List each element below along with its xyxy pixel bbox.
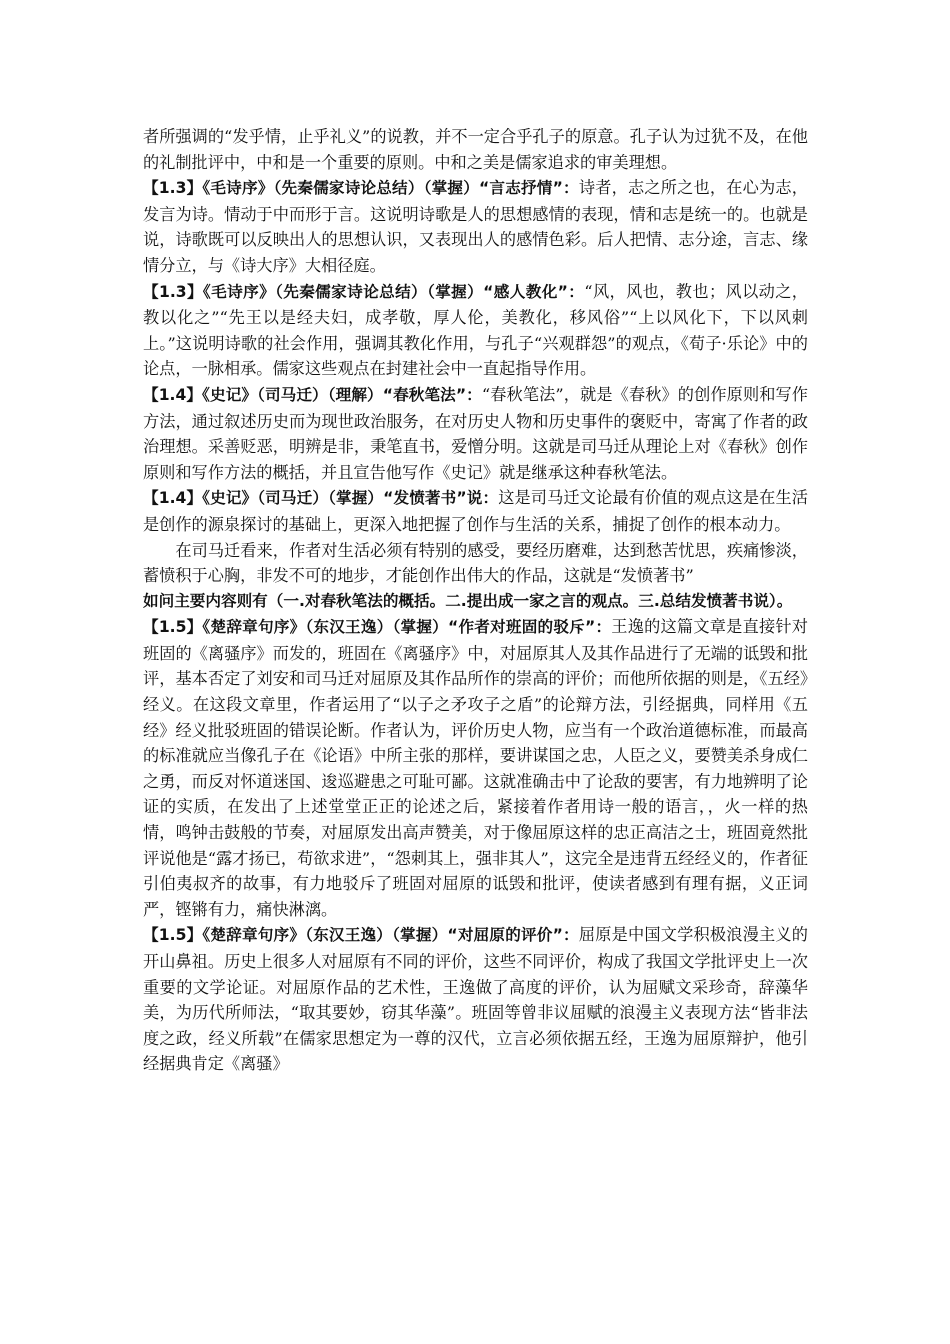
paragraph-text: “春秋笔法”，就是《春秋》的创作原则和写作方法，通过叙述历史而为现世政治服务，在对历史人物和历史事件的褒贬中，寄寓了作者的政治理想。采善贬恶，明辨是非，秉笔直书，爱憎分明。这就是司马迁从理论上对《春秋》创作原则和写作方法的概括，并且宣告他写作《史记》就是继承这种春秋笔法。 — [143, 384, 808, 482]
section-heading: 【1.5】《楚辞章句序》（东汉王逸）（掌握）“作者对班固的驳斥”： — [143, 618, 612, 637]
paragraph-mao-shixu-jiaohua — [143, 279, 808, 382]
section-heading: 【1.5】《楚辞章句序》（东汉王逸）（掌握）“对屈原的评价”： — [143, 926, 579, 945]
paragraph-text: 诗者，志之所之也，在心为志，发言为诗。情动于中而形于言。这说明诗歌是人的思想感情的表现，情和志是统一的。也就是说，诗歌既可以反映出人的思想认识，又表现出人的感情色彩。后人把情、志分途，言志、缘情分立，与《诗大序》大相径庭。 — [143, 178, 808, 275]
paragraph-1 — [143, 124, 808, 175]
paragraph-text: 者所强调的“发乎情，止乎礼义”的说教，并不一定合乎孔子的原意。孔子认为过犹不及，在他的礼制批评中，中和是一个重要的原则。中和之美是儒家追求的审美理想。 — [143, 127, 808, 172]
paragraph-text: 屈原是中国文学积极浪漫主义的开山鼻祖。历史上很多人对屈原有不同的评价，这些不同评价，构成了我国文学批评史上一次重要的文学论证。对屈原作品的艺术性，王逸做了高度的评价，认为屈赋文采珍奇，辞藻华美，为历代所师法，“取其要妙，窃其华藻”。班固等曾非议屈赋的浪漫主义表现方法“皆非法度之政，经义所载”在儒家思想定为一尊的汉代，立言必须依据五经，王逸为屈原辩护，他引经据典肯定《离骚》 — [143, 925, 808, 1074]
paragraph-main-content-summary — [143, 589, 808, 615]
paragraph-mao-shixu-yanzhi — [143, 175, 808, 278]
paragraph-chuci-quyuan — [143, 922, 808, 1077]
paragraph-shiji-fafen — [143, 485, 808, 537]
summary-text: 如问主要内容则有（一.对春秋笔法的概括。二.提出成一家之言的观点。三.总结发愤著书说）。 — [143, 591, 793, 610]
paragraph-text: 王逸的这篇文章是直接针对班固的《离骚序》而发的，班固在《离骚序》中，对屈原其人及其作品进行了无端的诋毁和批评，基本否定了刘安和司马迁对屈原及其作品所作的崇高的评价；而他所依据的则是，《五经》经义。在这段文章里，作者运用了“以子之矛攻子之盾”的论辩方法，引经据典，同样用《五经》经义批驳班固的错误论断。作者认为，评价历史人物，应当有一个政治道德标准，而最高的标准就应当像孔子在《论语》中所主张的那样，要讲谋国之忠，人臣之义，要赞美杀身成仁之勇，而反对怀道迷国、逡巡避患之可耻可鄙。这就准确击中了论敌的要害，有力地辨明了论证的实质，在发出了上述堂堂正正的论述之后，紧接着作者用诗一般的语言，，火一样的热情，鸣钟击鼓般的节奏，对屈原发出高声赞美，对于像屈原这样的忠正高洁之士，班固竟然批评说他是“露才扬已，苟欲求进”，“怨刺其上，强非其人”，这完全是违背五经经义的，作者征引伯夷叔齐的故事，有力地驳斥了班固对屈原的诋毁和批评，使读者感到有理有据，义正词严，铿锵有力，痛快淋漓。 — [143, 617, 808, 919]
document-page — [143, 124, 808, 1077]
paragraph-text: 这是司马迁文论最有价值的观点这是在生活是创作的源泉探讨的基础上，更深入地把握了创作与生活的关系，捕捉了创作的根本动力。 — [143, 488, 808, 534]
section-heading: 【1.3】《毛诗序》（先秦儒家诗论总结）（掌握）“感人教化”： — [143, 282, 585, 301]
paragraph-fafen-detail — [143, 538, 808, 589]
paragraph-text: 在司马迁看来，作者对生活必须有特别的感受，要经历磨难，达到愁苦忧思，疾痛惨淡，蓄愤积于心胸，非发不可的地步，才能创作出伟大的作品，这就是“发愤著书” — [143, 540, 808, 586]
paragraph-chuci-bangu — [143, 614, 808, 922]
paragraph-shiji-chunqiu — [143, 382, 808, 485]
section-heading: 【1.4】《史记》（司马迁）（掌握）“发愤著书”说： — [143, 489, 499, 508]
paragraph-text: “风，风也，教也；风以动之，教以化之”“先王以是经夫妇，成孝敬，厚人伦，美教化，移风俗”“上以风化下，下以风刺上。”这说明诗歌的社会作用，强调其教化作用，与孔子“兴观群怨”的观点，《荀子·乐论》中的论点，一脉相承。儒家这些观点在封建社会中一直起指导作用。 — [143, 281, 808, 379]
section-heading: 【1.3】《毛诗序》（先秦儒家诗论总结）（掌握）“言志抒情”： — [143, 179, 579, 198]
section-heading: 【1.4】《史记》（司马迁）（理解）“春秋笔法”： — [143, 385, 482, 404]
